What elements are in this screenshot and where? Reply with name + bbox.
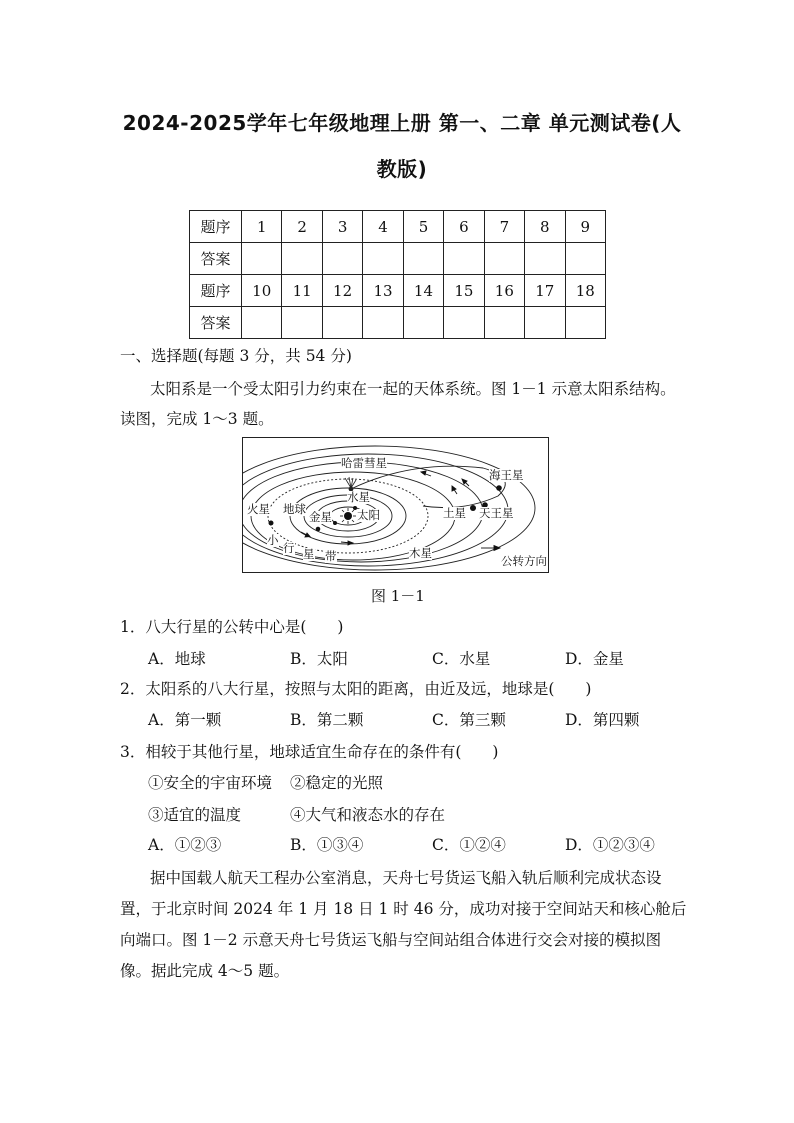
answer-table-row bbox=[190, 307, 606, 339]
table-cell: 12 bbox=[322, 275, 362, 307]
label-uranus: 天王星 bbox=[479, 506, 514, 520]
condition-item: ④大气和液态水的存在 bbox=[290, 806, 446, 824]
table-cell: 8 bbox=[525, 211, 565, 243]
table-cell: 题序 bbox=[190, 211, 242, 243]
table-cell: 18 bbox=[565, 275, 606, 307]
label-neptune: 海王星 bbox=[489, 468, 524, 482]
neptune-dot bbox=[496, 485, 502, 491]
intro-paragraph-line: 据中国载人航天工程办公室消息，天舟七号货运飞船入轨后顺利完成状态设 bbox=[150, 869, 662, 887]
label-asteroid-belt-char: 带 bbox=[325, 549, 337, 563]
option-c[interactable]: C．第三颗 bbox=[432, 711, 506, 729]
table-cell: 4 bbox=[363, 211, 403, 243]
table-cell: 题序 bbox=[190, 275, 242, 307]
label-earth: 地球 bbox=[283, 502, 306, 516]
label-asteroid-belt-char: 小 bbox=[267, 533, 279, 547]
intro-paragraph-line: 像。据此完成 4～5 题。 bbox=[120, 962, 290, 980]
option-c[interactable]: C．①②④ bbox=[432, 836, 506, 854]
table-cell: 15 bbox=[444, 275, 484, 307]
venus-dot bbox=[333, 521, 337, 525]
table-cell: 1 bbox=[242, 211, 282, 243]
table-cell: 5 bbox=[403, 211, 443, 243]
sun-icon bbox=[340, 508, 356, 524]
option-b[interactable]: B．①③④ bbox=[290, 836, 364, 854]
answer-cell[interactable] bbox=[322, 307, 362, 339]
earth-dot bbox=[316, 527, 321, 532]
title-line-1: 2024-2025学年七年级地理上册 第一、二章 单元测试卷(人 bbox=[122, 111, 682, 135]
answer-cell[interactable] bbox=[242, 243, 282, 275]
mars-dot bbox=[269, 521, 274, 526]
answer-cell[interactable] bbox=[403, 307, 443, 339]
label-saturn: 土星 bbox=[443, 506, 466, 520]
question-stem: 1．八大行星的公转中心是( ) bbox=[120, 618, 344, 636]
question-stem: 2．太阳系的八大行星，按照与太阳的距离，由近及远，地球是( ) bbox=[120, 680, 592, 698]
section-heading: 一、选择题(每题 3 分，共 54 分) bbox=[120, 347, 352, 365]
answer-cell[interactable] bbox=[565, 307, 606, 339]
table-cell: 11 bbox=[282, 275, 322, 307]
solar-system-figure bbox=[242, 437, 549, 573]
table-cell: 16 bbox=[484, 275, 524, 307]
option-a[interactable]: A．①②③ bbox=[148, 836, 222, 854]
answer-table-row bbox=[190, 211, 606, 243]
answer-cell[interactable] bbox=[242, 307, 282, 339]
label-jupiter: 木星 bbox=[409, 546, 432, 560]
answer-cell[interactable] bbox=[322, 243, 362, 275]
condition-item: ①安全的宇宙环境 bbox=[148, 774, 273, 792]
label-asteroid-belt-char: 星 bbox=[303, 547, 315, 561]
intro-paragraph-line: 读图，完成 1～3 题。 bbox=[120, 410, 274, 428]
option-a[interactable]: A．第一颗 bbox=[148, 711, 222, 729]
table-cell: 13 bbox=[363, 275, 403, 307]
label-venus: 金星 bbox=[309, 510, 332, 524]
answer-cell[interactable] bbox=[363, 243, 403, 275]
title-line-2: 教版) bbox=[376, 157, 428, 181]
table-cell: 17 bbox=[525, 275, 565, 307]
table-cell: 答案 bbox=[190, 307, 242, 339]
answer-cell[interactable] bbox=[403, 243, 443, 275]
option-b[interactable]: B．太阳 bbox=[290, 650, 348, 668]
intro-paragraph-line: 置，于北京时间 2024 年 1 月 18 日 1 时 46 分，成功对接于空间站天和核心舱后 bbox=[120, 900, 687, 918]
condition-item: ③适宜的温度 bbox=[148, 806, 242, 824]
label-halley-comet: 哈雷彗星 bbox=[341, 456, 387, 470]
label-revolution-direction: 公转方向 bbox=[501, 554, 547, 568]
table-cell: 3 bbox=[322, 211, 362, 243]
table-cell: 7 bbox=[484, 211, 524, 243]
table-cell: 6 bbox=[444, 211, 484, 243]
option-a[interactable]: A．地球 bbox=[148, 650, 206, 668]
figure-caption: 图 1－1 bbox=[371, 587, 425, 605]
table-cell: 10 bbox=[242, 275, 282, 307]
table-cell: 9 bbox=[565, 211, 606, 243]
table-cell: 答案 bbox=[190, 243, 242, 275]
option-d[interactable]: D．①②③④ bbox=[565, 836, 655, 854]
answer-cell[interactable] bbox=[282, 243, 322, 275]
table-cell: 2 bbox=[282, 211, 322, 243]
intro-paragraph-line: 向端口。图 1－2 示意天舟七号货运飞船与空间站组合体进行交会对接的模拟图 bbox=[120, 931, 662, 949]
comet-icon bbox=[345, 477, 356, 491]
option-d[interactable]: D．第四颗 bbox=[565, 711, 640, 729]
label-asteroid-belt-char: 行 bbox=[283, 541, 295, 555]
intro-paragraph-line: 太阳系是一个受太阳引力约束在一起的天体系统。图 1－1 示意太阳系结构。 bbox=[150, 380, 676, 398]
option-d[interactable]: D．金星 bbox=[565, 650, 624, 668]
saturn-dot bbox=[470, 505, 476, 511]
label-sun: 太阳 bbox=[357, 508, 380, 522]
answer-table-row bbox=[190, 275, 606, 307]
answer-cell[interactable] bbox=[444, 243, 484, 275]
answer-cell[interactable] bbox=[484, 307, 524, 339]
question-stem: 3．相较于其他行星，地球适宜生命存在的条件有( ) bbox=[120, 743, 499, 761]
option-c[interactable]: C．水星 bbox=[432, 650, 491, 668]
answer-cell[interactable] bbox=[444, 307, 484, 339]
condition-item: ②稳定的光照 bbox=[290, 774, 384, 792]
option-b[interactable]: B．第二颗 bbox=[290, 711, 364, 729]
answer-cell[interactable] bbox=[525, 307, 565, 339]
answer-cell[interactable] bbox=[282, 307, 322, 339]
answer-cell[interactable] bbox=[363, 307, 403, 339]
answer-cell[interactable] bbox=[484, 243, 524, 275]
label-mars: 火星 bbox=[247, 502, 270, 516]
answer-cell[interactable] bbox=[565, 243, 606, 275]
label-mercury: 水星 bbox=[347, 490, 370, 504]
answer-cell[interactable] bbox=[525, 243, 565, 275]
answer-table bbox=[189, 210, 606, 339]
page-title bbox=[112, 100, 692, 192]
table-cell: 14 bbox=[403, 275, 443, 307]
answer-table-row bbox=[190, 243, 606, 275]
